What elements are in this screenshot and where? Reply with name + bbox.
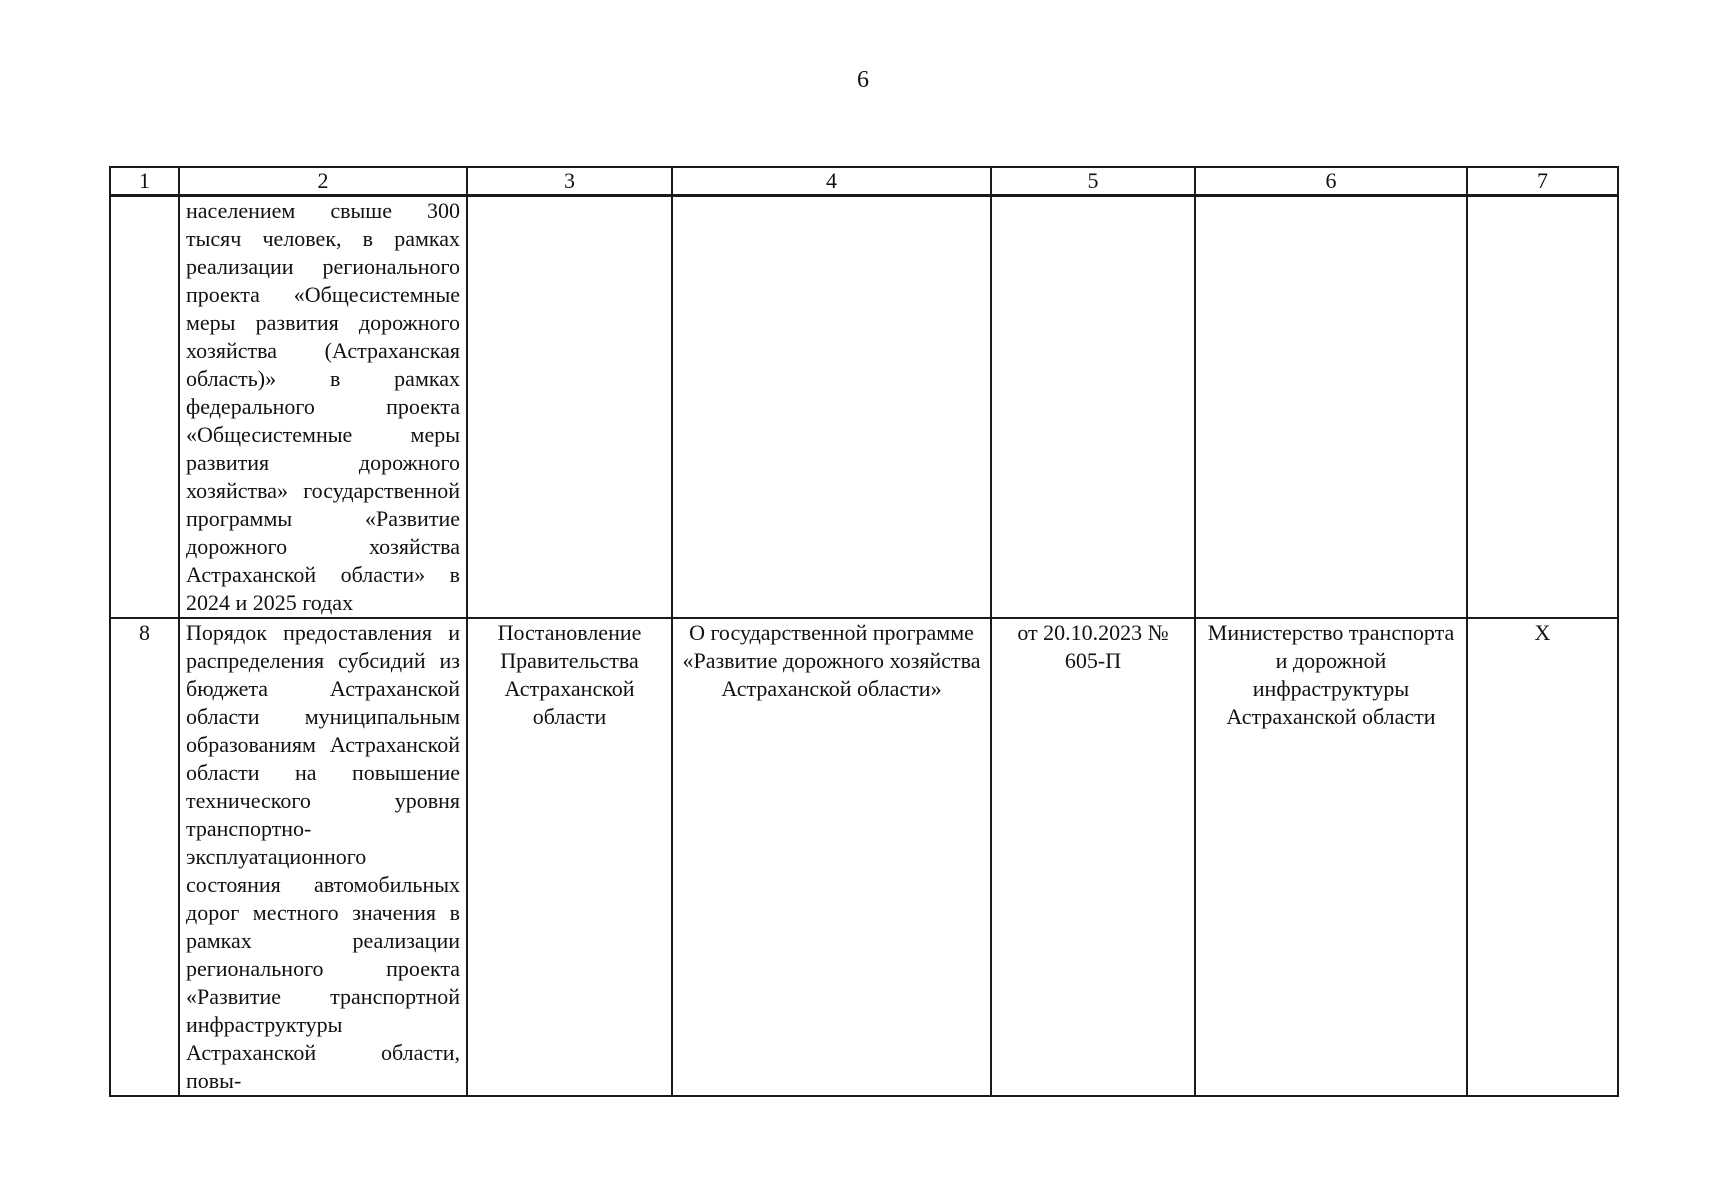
marker-cell: X [1467, 618, 1618, 1096]
page-number: 6 [857, 67, 869, 93]
column-header-7: 7 [1467, 167, 1618, 196]
column-header-1: 1 [110, 167, 179, 196]
document-subject-cell [672, 196, 991, 619]
document-table [109, 166, 1619, 1097]
document-title-cell: населением свыше 300 тысяч человек, в рамках реализации регионального проекта «Общесистемные меры развития дорожного хозяйства (Астраханская область)» в рамках федерального проекта «Общесистемные меры развития дорожного хозяйства» государственной программы «Развитие дорожного хозяйства Астраханской области» в 2024 и 2025 годах [179, 196, 467, 619]
document-type-cell [467, 196, 672, 619]
table-row [110, 618, 1618, 1096]
column-header-3: 3 [467, 167, 672, 196]
responsible-body-cell [1195, 196, 1467, 619]
document-title-cell: Порядок предоставления и распределения субсидий из бюджета Астраханской области муниципальным образованиям Астраханской области на повышение технического уровня транспортно-эксплуатационного состояния автомобильных дорог местного значения в рамках реализации регионального проекта «Развитие транспортной инфраструктуры Астраханской области, повы- [179, 618, 467, 1096]
column-header-6: 6 [1195, 167, 1467, 196]
marker-cell [1467, 196, 1618, 619]
table-row [110, 196, 1618, 619]
responsible-body-cell: Министерство транспорта и дорожной инфраструктуры Астраханской области [1195, 618, 1467, 1096]
row-number: 8 [110, 618, 179, 1096]
column-header-2: 2 [179, 167, 467, 196]
document-subject-cell: О государственной программе «Развитие дорожного хозяйства Астраханской области» [672, 618, 991, 1096]
column-header-4: 4 [672, 167, 991, 196]
document-date-cell: от 20.10.2023 № 605-П [991, 618, 1195, 1096]
row-number [110, 196, 179, 619]
column-header-5: 5 [991, 167, 1195, 196]
document-date-cell [991, 196, 1195, 619]
table-header-row [110, 167, 1618, 196]
document-type-cell: Постановление Правительства Астраханской области [467, 618, 672, 1096]
